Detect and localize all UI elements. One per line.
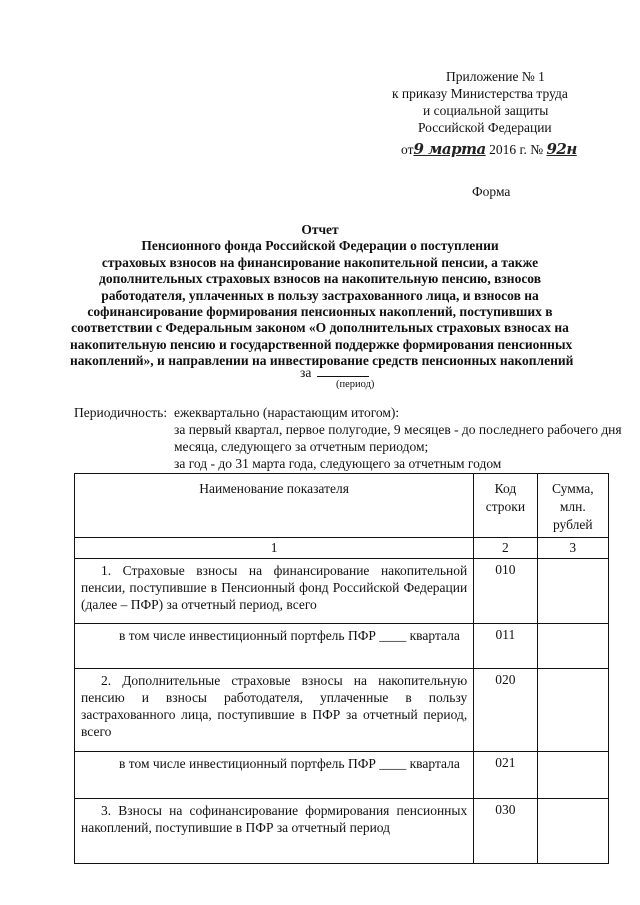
periodicity-year-deadline: за год - до 31 марта года, следующего за отчетным годом [174, 456, 502, 471]
row-sum-cell[interactable] [537, 752, 608, 799]
row-code: 030 [474, 799, 537, 864]
periodicity-quarter-deadline-cont: месяца, следующего за отчетным периодом; [174, 439, 429, 454]
appendix-header [370, 68, 620, 158]
row-description: 2. Дополнительные страховые взносы на накопительную пенсию и взносы работодателя, уплаченные в пользу застрахованного лица, поступившие в ПФР за отчетный период, всего [75, 669, 474, 752]
row-code: 020 [474, 669, 537, 752]
periodicity-quarter-deadline: за первый квартал, первое полугодие, 9 месяцев - до последнего рабочего дня [174, 422, 622, 437]
date-prefix: от [401, 142, 414, 157]
table-header-row [75, 474, 609, 538]
periodicity-label: Периодичность: [74, 405, 168, 420]
title-line-1: Отчет [301, 222, 339, 237]
table-row [75, 752, 609, 799]
row-description: 3. Взносы на софинансирование формирования пенсионных накоплений, поступившие в ПФР за отчетный период [75, 799, 474, 864]
periodicity-quarterly: ежеквартально (нарастающим итогом): [174, 405, 400, 420]
column-number: 2 [474, 538, 537, 559]
handwritten-date: 9 марта [413, 140, 486, 158]
appendix-date-line [370, 141, 620, 158]
column-number-row [75, 538, 609, 559]
row-code: 010 [474, 559, 537, 624]
title-line-7: соответствии с Федеральным законом «О дополнительных страховых взносах на [71, 320, 569, 336]
row-code: 011 [474, 624, 537, 669]
row-code: 021 [474, 752, 537, 799]
table-row [75, 799, 609, 864]
column-number: 3 [537, 538, 608, 559]
appendix-number: Приложение № 1 [446, 69, 545, 84]
table-row [75, 669, 609, 752]
header-code: Код строки [474, 474, 537, 538]
row-sum-cell[interactable] [537, 559, 608, 624]
date-year: 2016 г. № [489, 142, 544, 157]
period-blank-field[interactable] [317, 364, 369, 377]
appendix-country-line: Российской Федерации [418, 120, 552, 135]
header-name: Наименование показателя [75, 474, 474, 538]
row-description: в том числе инвестиционный портфель ПФР ____ квартала [75, 624, 474, 669]
form-label: Форма [472, 184, 511, 199]
row-description: в том числе инвестиционный портфель ПФР ____ квартала [75, 752, 474, 799]
column-number: 1 [75, 538, 474, 559]
header-sum: Сумма, млн. рублей [537, 474, 608, 538]
table-row [75, 624, 609, 669]
title-line-5: работодателя, уплаченных в пользу застрахованного лица, и взносов на [101, 287, 539, 303]
title-line-2: Пенсионного фонда Российской Федерации о поступлении [141, 238, 499, 254]
row-sum-cell[interactable] [537, 669, 608, 752]
title-line-3: страховых взносов на финансирование накопительной пенсии, а также [101, 254, 539, 270]
period-prefix: за [300, 365, 312, 380]
period-hint: (период) [336, 379, 375, 390]
title-line-8: накопительную пенсию и государственной поддержке формирования пенсионных [70, 336, 573, 352]
appendix-order-line: к приказу Министерства труда [392, 86, 568, 101]
row-sum-cell[interactable] [537, 799, 608, 864]
title-line-6: софинансирование формирования пенсионных накоплений, поступивших в [87, 304, 553, 320]
title-line-9: накоплений», и направлении на инвестирование средств пенсионных накоплений [70, 353, 574, 369]
row-sum-cell[interactable] [537, 624, 608, 669]
table-row [75, 559, 609, 624]
report-title [70, 222, 574, 370]
row-description: 1. Страховые взносы на финансирование накопительной пенсии, поступившие в Пенсионный фонд Российской Федерации (далее – ПФР) за отчетный период, всего [75, 559, 474, 624]
handwritten-number: 92н [546, 140, 577, 158]
report-table [74, 473, 609, 864]
appendix-ministry-line: и социальной защиты [423, 103, 549, 118]
title-line-4: дополнительных страховых взносов на накопительную пенсию, взносов [98, 271, 542, 287]
